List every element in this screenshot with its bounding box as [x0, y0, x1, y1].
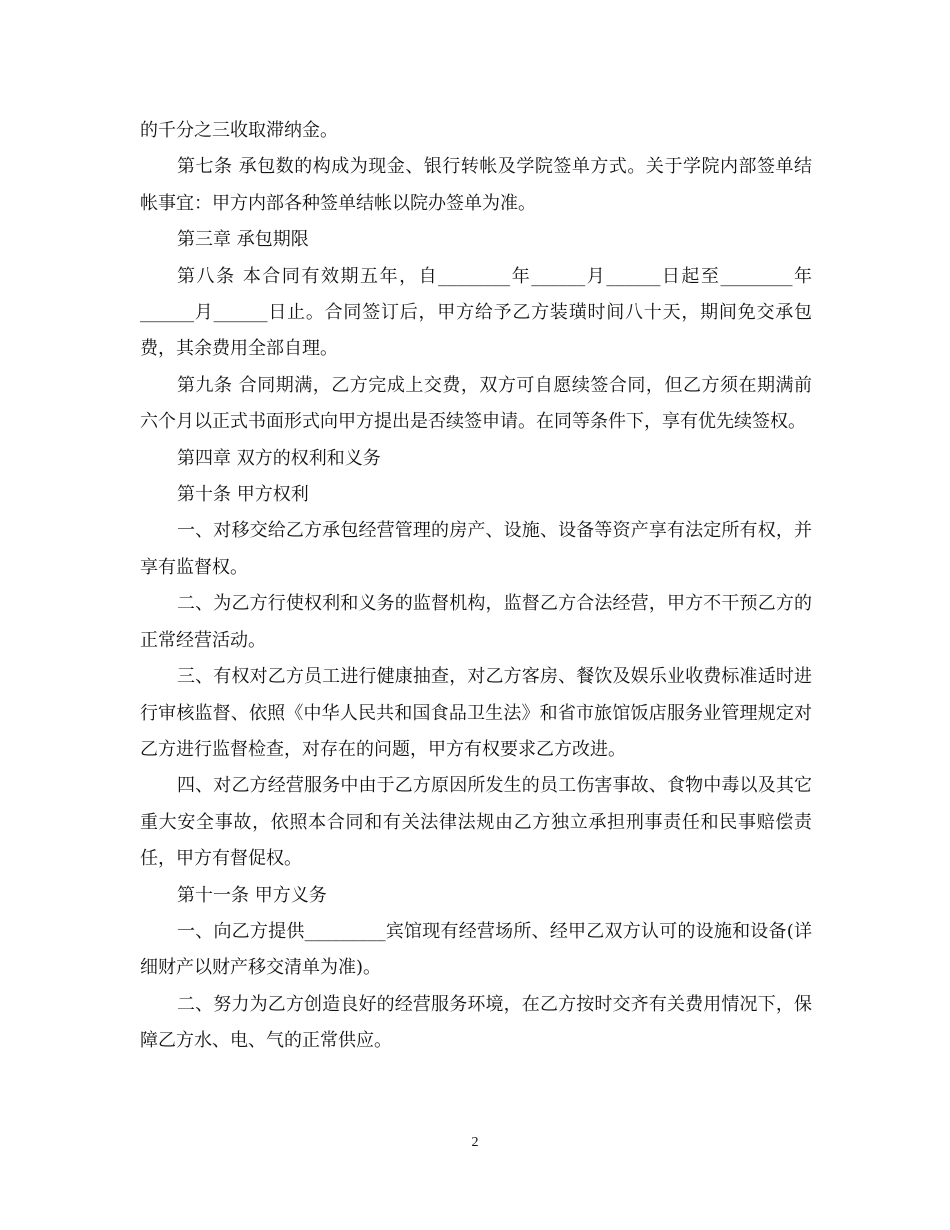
- paragraph-1: 第七条 承包数的构成为现金、银行转帐及学院签单方式。关于学院内部签单结帐事宜：甲方内部各种签单结帐以院办签单为准。: [140, 156, 812, 214]
- article-heading-10: 第十条 甲方权利: [177, 484, 309, 506]
- paragraph-3: 第八条 本合同有效期五年，自________年______月______日起至________年______月______日止。合同签订后，甲方给予乙方装璜时间八十天，期间免交承包费，其余费用全部自理。: [140, 265, 812, 360]
- paragraph-9: 三、有权对乙方员工进行健康抽查，对乙方客房、餐饮及娱乐业收费标准适时进行审核监督、依照《中华人民共和国食品卫生法》和省市旅馆饭店服务业管理规定对乙方进行监督检查，对存在的问题，甲方有权要求乙方改进。: [140, 666, 812, 760]
- chapter-heading-3: 第三章 承包期限: [177, 229, 309, 251]
- paragraph-12: 一、向乙方提供_________宾馆现有经营场所、经甲乙双方认可的设施和设备(详细财产以财产移交清单为准)。: [140, 920, 812, 979]
- chapter-heading-4: 第四章 双方的权利和义务: [177, 447, 381, 469]
- article-heading-11: 第十一条 甲方义务: [177, 884, 327, 906]
- document-body: [140, 113, 812, 1060]
- page-number: 2: [471, 1135, 479, 1150]
- paragraph-10: 四、对乙方经营服务中由于乙方原因所发生的员工伤害事故、食物中毒以及其它重大安全事故，依照本合同和有关法律法规由乙方独立承担刑事责任和民事赔偿责任，甲方有督促权。: [140, 775, 812, 870]
- paragraph-4: 第九条 合同期满，乙方完成上交费，双方可自愿续签合同，但乙方须在期满前六个月以正式书面形式向甲方提出是否续签申请。在同等条件下，享有优先续签权。: [140, 374, 812, 433]
- paragraph-8: 二、为乙方行使权利和义务的监督机构，监督乙方合法经营，甲方不干预乙方的正常经营活动。: [140, 593, 812, 651]
- paragraph-0: 的千分之三收取滞纳金。: [140, 120, 338, 141]
- paragraph-7: 一、对移交给乙方承包经营管理的房产、设施、设备等资产享有法定所有权，并享有监督权。: [140, 520, 812, 578]
- paragraph-13: 二、努力为乙方创造良好的经营服务环境，在乙方按时交齐有关费用情况下，保障乙方水、电、气的正常供应。: [140, 993, 812, 1052]
